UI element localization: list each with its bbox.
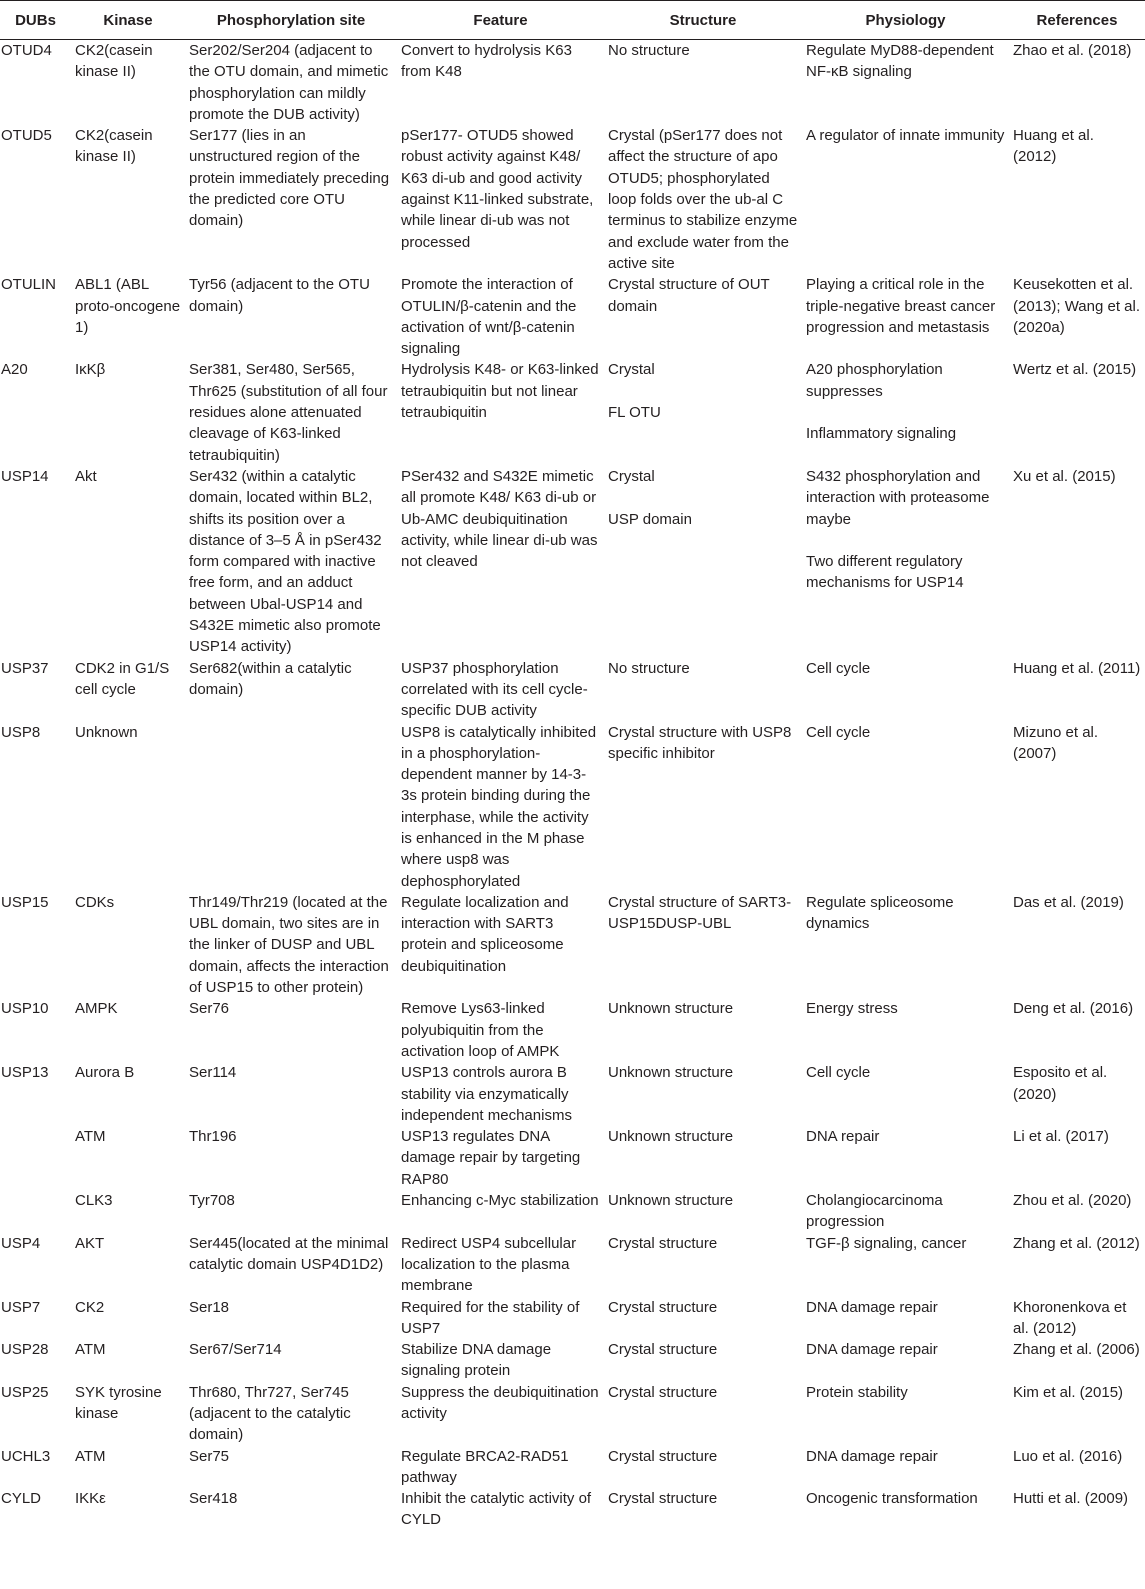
reference-cell [1009, 1126, 1145, 1190]
kinase-cell [71, 1382, 185, 1446]
site-cell-text: Thr680, Thr727, Ser745 (adjacent to the catalytic domain) [189, 1383, 351, 1444]
physiology-cell-text: Cell cycle [806, 723, 871, 741]
structure-cell [604, 722, 802, 892]
table-row [0, 1446, 1145, 1489]
site-cell [185, 892, 397, 998]
site-cell [185, 722, 397, 892]
kinase-cell-text: Aurora B [75, 1064, 135, 1082]
kinase-cell-text: ABL1 (ABL proto-oncogene 1) [75, 276, 181, 336]
dub-cell [0, 722, 71, 892]
structure-cell-text: Unknown structure [608, 1128, 734, 1146]
structure-cell [604, 1126, 802, 1190]
structure-cell-text: Unknown structure [608, 1000, 734, 1018]
structure-cell [604, 466, 802, 658]
physiology-cell-text: Protein stability [806, 1383, 908, 1401]
reference-cell-text: Keusekotten et al. (2013); Wang et al. (2020a) [1013, 276, 1141, 336]
reference-cell-text: Mizuno et al. (2007) [1013, 723, 1099, 762]
structure-cell [604, 1190, 802, 1233]
dub-cell [0, 1339, 71, 1382]
kinase-cell-text: SYK tyrosine kinase [75, 1383, 162, 1422]
dub-cell-text: A20 [1, 361, 28, 379]
dub-cell-text: UCHL3 [1, 1447, 51, 1465]
structure-cell [604, 359, 802, 465]
kinase-cell [71, 658, 185, 722]
kinase-cell-text: CK2(casein kinase II) [75, 127, 153, 166]
site-cell-text: Ser432 (within a catalytic domain, located within BL2, shifts its position over a distance of 3–5 Å in pSer432 form compared with inactive free form, and an adduct between Ubal-USP14 and S432E mimetic also promote USP14 activity) [189, 467, 382, 656]
table-row [0, 998, 1145, 1062]
physiology-cell-text: Cholangiocarcinoma progression [806, 1192, 943, 1231]
physiology-cell [802, 466, 1009, 658]
feature-cell-text: Enhancing c-Myc stabilization [401, 1192, 599, 1210]
dub-cell [0, 998, 71, 1062]
site-cell-text: Ser202/Ser204 (adjacent to the OTU domain, and mimetic phosphorylation can mildly promote the DUB activity) [189, 42, 389, 123]
site-cell-text: Ser418 [189, 1490, 238, 1508]
physiology-cell [802, 1190, 1009, 1233]
dub-cell [0, 466, 71, 658]
structure-cell [604, 1297, 802, 1340]
reference-cell [1009, 1297, 1145, 1340]
site-cell-text: Thr149/Thr219 (located at the UBL domain, two sites are in the linker of DUSP and UBL domain, affects the interaction of USP15 to other protein) [189, 893, 389, 997]
physiology-cell-text: Regulate spliceosome dynamics [806, 893, 954, 933]
feature-cell [397, 1382, 604, 1446]
physiology-cell-text: Cell cycle [806, 1064, 871, 1082]
kinase-cell-text: IκKβ [75, 361, 106, 379]
table-row [0, 1126, 1145, 1190]
physiology-cell-text: Regulate MyD88-dependent NF-κB signaling [806, 42, 994, 81]
dub-cell-text: USP37 [1, 659, 49, 677]
site-cell [185, 1126, 397, 1190]
kinase-cell-text: AKT [75, 1234, 105, 1252]
site-cell-text: Ser76 [189, 1000, 230, 1018]
header-cell: Structure [604, 1, 802, 40]
feature-cell [397, 1233, 604, 1297]
table-row [0, 359, 1145, 465]
site-cell-text: Tyr708 [189, 1192, 235, 1210]
reference-cell [1009, 892, 1145, 998]
physiology-cell-text: DNA damage repair [806, 1298, 938, 1316]
kinase-cell [71, 1297, 185, 1340]
feature-cell [397, 1190, 604, 1233]
site-cell [185, 658, 397, 722]
kinase-cell [71, 1446, 185, 1489]
physiology-cell [802, 998, 1009, 1062]
site-cell [185, 1297, 397, 1340]
reference-cell [1009, 359, 1145, 465]
structure-cell-text: Crystal (pSer177 does not affect the structure of apo OTUD5; phosphorylated loop folds over the ub-al C terminus to stabilize enzyme and exclude water from the active site [608, 127, 798, 272]
feature-cell-text: PSer432 and S432E mimetic all promote K48/ K63 di-ub or Ub-AMC deubiquitination activity, while linear di-ub was not cleaved [401, 467, 598, 571]
kinase-cell-text: ATM [75, 1128, 106, 1146]
structure-cell-text: Crystal structure [608, 1447, 718, 1465]
reference-cell-text: Deng et al. (2016) [1013, 1000, 1134, 1018]
structure-cell-text: Crystal structure of SART3-USP15DUSP-UBL [608, 893, 792, 933]
feature-cell [397, 1339, 604, 1382]
dub-cell-text: USP25 [1, 1383, 49, 1401]
reference-cell-text: Khoronenkova et al. (2012) [1013, 1298, 1127, 1337]
dub-cell [0, 1062, 71, 1126]
physiology-cell-text: Energy stress [806, 1000, 898, 1018]
physiology-cell-text-secondary: Two different regulatory mechanisms for USP14 [806, 553, 964, 592]
dub-cell [0, 359, 71, 465]
site-cell [185, 1062, 397, 1126]
site-cell [185, 125, 397, 274]
feature-cell [397, 1062, 604, 1126]
feature-cell [397, 125, 604, 274]
table-row [0, 1190, 1145, 1233]
reference-cell-text: Li et al. (2017) [1013, 1128, 1109, 1146]
feature-cell [397, 658, 604, 722]
site-cell-text: Ser177 (lies in an unstructured region of the protein immediately preceding the predicted core OTU domain) [189, 127, 390, 230]
kinase-cell [71, 1339, 185, 1382]
physiology-cell-text: TGF-β signaling, cancer [806, 1234, 967, 1252]
reference-cell [1009, 40, 1145, 126]
structure-cell-text: Crystal structure of OUT domain [608, 276, 770, 315]
feature-cell-text: Promote the interaction of OTULIN/β-catenin and the activation of wnt/β-catenin signaling [401, 276, 577, 358]
feature-cell-text: Redirect USP4 subcellular localization to the plasma membrane [401, 1234, 577, 1295]
structure-cell [604, 1233, 802, 1297]
dub-cell [0, 658, 71, 722]
dub-cell [0, 892, 71, 998]
physiology-cell [802, 1382, 1009, 1446]
dub-cell [0, 125, 71, 274]
kinase-cell [71, 1190, 185, 1233]
dub-cell-text: USP15 [1, 893, 49, 911]
dub-cell [0, 274, 71, 359]
structure-cell-text: Crystal structure [608, 1383, 718, 1401]
header-cell: Phosphorylation site [185, 1, 397, 40]
feature-cell-text: Required for the stability of USP7 [401, 1298, 580, 1337]
reference-cell [1009, 125, 1145, 274]
feature-cell [397, 1297, 604, 1340]
kinase-cell [71, 274, 185, 359]
feature-cell-text: Regulate BRCA2-RAD51 pathway [401, 1447, 569, 1486]
structure-cell-text: Crystal structure [608, 1490, 718, 1508]
site-cell-text: Ser682(within a catalytic domain) [189, 659, 352, 698]
reference-cell [1009, 1062, 1145, 1126]
reference-cell [1009, 466, 1145, 658]
site-cell [185, 1382, 397, 1446]
kinase-cell [71, 466, 185, 658]
kinase-cell-text: CLK3 [75, 1192, 113, 1210]
dub-cell [0, 1488, 71, 1535]
structure-cell-text: Unknown structure [608, 1192, 734, 1210]
reference-cell [1009, 1339, 1145, 1382]
structure-cell-text: Unknown structure [608, 1064, 734, 1082]
reference-cell-text: Wertz et al. (2015) [1013, 361, 1137, 379]
reference-cell-text: Zhang et al. (2012) [1013, 1234, 1140, 1252]
reference-cell-text: Zhao et al. (2018) [1013, 42, 1132, 59]
structure-cell [604, 274, 802, 359]
kinase-cell [71, 1062, 185, 1126]
physiology-cell-text: DNA damage repair [806, 1341, 938, 1359]
physiology-cell-text-secondary: Inflammatory signaling [806, 425, 957, 443]
site-cell-text: Ser67/Ser714 [189, 1341, 282, 1359]
physiology-cell [802, 274, 1009, 359]
kinase-cell-text: CK2 [75, 1298, 105, 1316]
structure-cell [604, 1339, 802, 1382]
reference-cell-text: Huang et al. (2012) [1013, 127, 1094, 166]
physiology-cell [802, 1062, 1009, 1126]
structure-cell-text-secondary: USP domain [608, 510, 692, 528]
dub-cell-text: USP28 [1, 1341, 49, 1359]
site-cell-text: Ser445(located at the minimal catalytic domain USP4D1D2) [189, 1234, 389, 1273]
physiology-cell [802, 359, 1009, 465]
physiology-cell [802, 1339, 1009, 1382]
structure-cell-text: No structure [608, 42, 690, 59]
reference-cell-text: Zhang et al. (2006) [1013, 1341, 1140, 1359]
physiology-cell-text: Playing a critical role in the triple-negative breast cancer progression and metastasis [806, 276, 996, 336]
site-cell-text: Thr196 [189, 1128, 237, 1146]
kinase-cell [71, 40, 185, 126]
reference-cell-text: Das et al. (2019) [1013, 893, 1124, 911]
table-row [0, 1062, 1145, 1126]
physiology-cell [802, 1233, 1009, 1297]
physiology-cell-text: Cell cycle [806, 659, 871, 677]
structure-cell-text: Crystal structure with USP8 specific inhibitor [608, 723, 792, 762]
physiology-cell-text: DNA damage repair [806, 1447, 938, 1465]
feature-cell-text: USP37 phosphorylation correlated with its cell cycle-specific DUB activity [401, 659, 588, 720]
structure-cell-text: Crystal structure [608, 1234, 718, 1252]
reference-cell-text: Xu et al. (2015) [1013, 467, 1116, 485]
kinase-cell [71, 1488, 185, 1535]
feature-cell-text: Convert to hydrolysis K63 from K48 [401, 42, 572, 81]
site-cell [185, 466, 397, 658]
site-cell [185, 1339, 397, 1382]
physiology-cell [802, 125, 1009, 274]
structure-cell-text: Crystal [608, 361, 655, 379]
structure-cell [604, 40, 802, 126]
table-row [0, 1297, 1145, 1340]
header-cell: Feature [397, 1, 604, 40]
physiology-cell-text: DNA repair [806, 1128, 880, 1146]
feature-cell-text: Regulate localization and interaction with SART3 protein and spliceosome deubiquitination [401, 893, 569, 975]
dub-cell [0, 1190, 71, 1233]
reference-cell [1009, 274, 1145, 359]
feature-cell [397, 722, 604, 892]
header-cell: References [1009, 1, 1145, 40]
dub-cell-text: CYLD [1, 1490, 42, 1508]
structure-cell [604, 658, 802, 722]
physiology-cell [802, 658, 1009, 722]
structure-cell [604, 1446, 802, 1489]
site-cell-text: Ser381, Ser480, Ser565, Thr625 (substitution of all four residues alone attenuated cleavage of K63-linked tetraubiquitin) [189, 361, 388, 464]
site-cell [185, 1233, 397, 1297]
feature-cell [397, 1126, 604, 1190]
feature-cell-text: USP8 is catalytically inhibited in a phosphorylation-dependent manner by 14-3-3s protein binding during the interphase, while the activity is enhanced in the M phase where usp8 was dephosphorylated [401, 723, 597, 890]
physiology-cell-text: Oncogenic transformation [806, 1490, 978, 1508]
feature-cell [397, 1488, 604, 1535]
reference-cell [1009, 1190, 1145, 1233]
site-cell-text: Ser18 [189, 1298, 230, 1316]
reference-cell [1009, 998, 1145, 1062]
reference-cell [1009, 1488, 1145, 1535]
kinase-cell [71, 722, 185, 892]
feature-cell [397, 998, 604, 1062]
physiology-cell [802, 1297, 1009, 1340]
table-row [0, 892, 1145, 998]
kinase-cell-text: Akt [75, 467, 97, 485]
dub-cell-text: USP8 [1, 723, 41, 741]
feature-cell-text: Inhibit the catalytic activity of CYLD [401, 1490, 592, 1529]
reference-cell [1009, 1382, 1145, 1446]
reference-cell [1009, 658, 1145, 722]
physiology-cell-text: A20 phosphorylation suppresses [806, 361, 943, 400]
dub-cell-text: OTUD4 [1, 42, 52, 59]
reference-cell [1009, 722, 1145, 892]
feature-cell [397, 274, 604, 359]
kinase-cell-text: CDKs [75, 893, 115, 911]
structure-cell [604, 998, 802, 1062]
kinase-cell [71, 125, 185, 274]
kinase-cell-text: Unknown [75, 723, 138, 741]
table-row [0, 274, 1145, 359]
reference-cell-text: Huang et al. (2011) [1013, 659, 1141, 677]
site-cell [185, 40, 397, 126]
feature-cell-text: USP13 regulates DNA damage repair by targeting RAP80 [401, 1128, 581, 1188]
structure-cell-text: Crystal structure [608, 1298, 718, 1316]
site-cell [185, 274, 397, 359]
kinase-cell-text: CDK2 in G1/S cell cycle [75, 659, 170, 698]
dub-cell-text: USP4 [1, 1234, 41, 1252]
dub-cell [0, 1126, 71, 1190]
dub-cell-text: USP13 [1, 1064, 49, 1082]
reference-cell-text: Hutti et al. (2009) [1013, 1490, 1129, 1508]
dub-cell-text: USP14 [1, 467, 49, 485]
header-row [0, 1, 1145, 40]
table-row [0, 658, 1145, 722]
kinase-cell-text: ATM [75, 1447, 106, 1465]
physiology-cell [802, 892, 1009, 998]
dub-cell-text: USP10 [1, 1000, 49, 1018]
structure-cell [604, 892, 802, 998]
physiology-cell [802, 1126, 1009, 1190]
kinase-cell-text: ATM [75, 1341, 106, 1359]
dub-cell-text: USP7 [1, 1298, 41, 1316]
dub-cell [0, 40, 71, 126]
feature-cell [397, 1446, 604, 1489]
dub-cell [0, 1382, 71, 1446]
kinase-cell [71, 1233, 185, 1297]
structure-cell [604, 125, 802, 274]
dub-cell-text: OTULIN [1, 276, 57, 294]
structure-cell [604, 1382, 802, 1446]
physiology-cell-text: S432 phosphorylation and interaction with proteasome maybe [806, 467, 990, 528]
dub-cell [0, 1233, 71, 1297]
feature-cell-text: USP13 controls aurora B stability via enzymatically independent mechanisms [401, 1064, 572, 1124]
site-cell [185, 359, 397, 465]
table-row [0, 125, 1145, 274]
structure-cell-text: Crystal structure [608, 1341, 718, 1359]
reference-cell-text: Luo et al. (2016) [1013, 1447, 1123, 1465]
feature-cell-text: pSer177- OTUD5 showed robust activity against K48/ K63 di-ub and good activity against K11-linked substrate, while linear di-ub was not processed [401, 127, 594, 251]
feature-cell-text: Suppress the deubiquitination activity [401, 1383, 599, 1422]
feature-cell [397, 892, 604, 998]
feature-cell-text: Remove Lys63-linked polyubiquitin from the activation loop of AMPK [401, 1000, 560, 1060]
site-cell [185, 1190, 397, 1233]
structure-cell [604, 1488, 802, 1535]
dub-cell [0, 1446, 71, 1489]
feature-cell-text: Stabilize DNA damage signaling protein [401, 1341, 552, 1380]
site-cell [185, 1446, 397, 1489]
table-row [0, 1382, 1145, 1446]
site-cell-text: Ser114 [189, 1064, 237, 1082]
physiology-cell [802, 722, 1009, 892]
reference-cell [1009, 1233, 1145, 1297]
site-cell [185, 998, 397, 1062]
reference-cell-text: Kim et al. (2015) [1013, 1383, 1124, 1401]
table-row [0, 1488, 1145, 1535]
table-row [0, 722, 1145, 892]
header-cell: Physiology [802, 1, 1009, 40]
structure-cell-text: Crystal [608, 467, 655, 485]
table-row [0, 466, 1145, 658]
physiology-cell [802, 1446, 1009, 1489]
kinase-cell [71, 359, 185, 465]
reference-cell [1009, 1446, 1145, 1489]
dub-cell-text: OTUD5 [1, 127, 52, 145]
kinase-cell [71, 892, 185, 998]
kinase-cell-text: AMPK [75, 1000, 118, 1018]
physiology-cell [802, 40, 1009, 126]
structure-cell [604, 1062, 802, 1126]
physiology-cell-text: A regulator of innate immunity [806, 127, 1005, 145]
feature-cell-text: Hydrolysis K48- or K63-linked tetraubiquitin but not linear tetraubiquitin [401, 361, 599, 422]
structure-cell-text: No structure [608, 659, 690, 677]
kinase-cell [71, 998, 185, 1062]
feature-cell [397, 359, 604, 465]
physiology-cell [802, 1488, 1009, 1535]
feature-cell [397, 466, 604, 658]
feature-cell [397, 40, 604, 126]
header-cell: DUBs [0, 1, 71, 40]
kinase-cell [71, 1126, 185, 1190]
kinase-cell-text: CK2(casein kinase II) [75, 42, 153, 81]
structure-cell-text-secondary: FL OTU [608, 404, 661, 422]
site-cell [185, 1488, 397, 1535]
dub-cell [0, 1297, 71, 1340]
reference-cell-text: Esposito et al. (2020) [1013, 1064, 1108, 1103]
site-cell-text: Ser75 [189, 1447, 230, 1465]
table-row [0, 1233, 1145, 1297]
header-cell: Kinase [71, 1, 185, 40]
kinase-cell-text: IKKε [75, 1490, 106, 1508]
table-row [0, 40, 1145, 126]
site-cell-text: Tyr56 (adjacent to the OTU domain) [189, 276, 370, 315]
reference-cell-text: Zhou et al. (2020) [1013, 1192, 1132, 1210]
table-row [0, 1339, 1145, 1382]
